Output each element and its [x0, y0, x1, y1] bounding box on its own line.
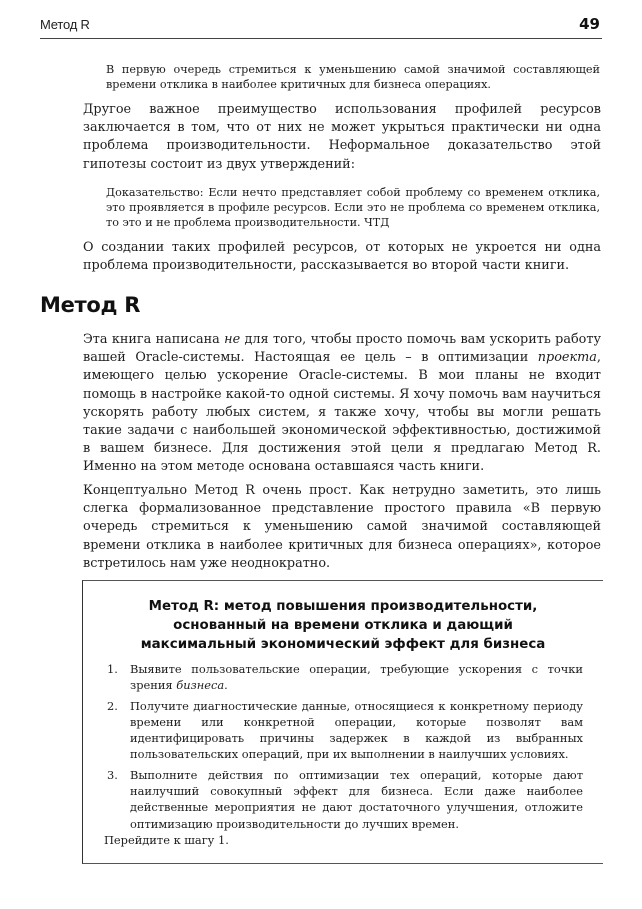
title-line: максимальный экономический эффект для бизнеса: [140, 637, 546, 652]
step-text: Выполните действия по оптимизации тех операций, которые дают наилучший совокупный эффект для бизнеса. Если даже наиболее действенные мероприятия не дают достаточного улучшения, отложите оптимизацию производительности до лучших времен.: [130, 767, 583, 831]
paragraph-creation-text: О создании таких профилей ресурсов, от которых не укроется ни одна проблема производительности, рассказывается во второй части книги.: [83, 240, 601, 274]
quote-rule: [106, 62, 600, 92]
paragraph-profiles: [83, 101, 601, 174]
step-number: 2.: [107, 698, 118, 713]
emphasis-text: бизнеса: [176, 678, 225, 693]
sidebar-box-footer: Перейдите к шагу 1.: [104, 833, 229, 847]
text-run: Эта книга написана: [83, 332, 225, 347]
step-text: Получите диагностические данные, относящиеся к конкретному периоду времени или конкретной операции, которые позволят вам идентифицировать причины задержек в каждой из выбранных пользовательских операций, при их выполнении в наилучших условиях.: [130, 698, 583, 762]
paragraph-method-concept: [83, 482, 601, 573]
text-run: , имеющего целью ускорение Oracle-системы. В мои планы не входит помощь в настройке какой-то одной системы. Я хочу помочь вам научиться ускорять работу любых систем, я также хочу, чтобы вы могли решать такие задачи с наибольшей экономической эффективностью, достижимой в вашем бизнесе. Для достижения этой цели я предлагаю Метод R. Именно на этом методе основана оставшаяся часть книги.: [83, 350, 601, 475]
text-run: для того, чтобы просто помочь вам ускорить работу вашей Oracle-системы. Настоящая ее цель – в оптимизации: [83, 332, 601, 366]
section-heading: Метод R: [40, 293, 141, 317]
step-item: [107, 767, 583, 832]
step-text: .: [224, 678, 228, 693]
emphasis-text: проекта: [537, 350, 597, 366]
running-title: Метод R: [40, 17, 90, 32]
paragraph-method-concept-text: Концептуально Метод R очень прост. Как нетрудно заметить, это лишь слегка формализованное представление простого правила «В первую очередь стремиться к уменьшению самой значимой составляющей времени отклика в наиболее критичных для бизнеса операциях», которое встретилось нам уже неоднократно.: [83, 483, 601, 571]
page-number: 49: [579, 15, 600, 33]
paragraph-method-intro: [83, 331, 601, 477]
paragraph-creation: [83, 239, 601, 275]
quote-proof: [106, 185, 600, 230]
method-r-sidebar-box: [82, 580, 603, 864]
quote-rule-text: В первую очередь стремиться к уменьшению самой значимой составляющей времени отклика в наиболее критичных для бизнеса операциях.: [106, 63, 600, 91]
emphasis-text: не: [224, 332, 241, 347]
page-header: [40, 14, 602, 39]
step-item: [107, 661, 583, 694]
step-text: Выявите пользовательские операции, требующие ускорения с точки зрения: [130, 662, 583, 693]
steps-list: [107, 661, 583, 836]
title-line: основанный на времени отклика и дающий: [173, 618, 513, 633]
step-item: [107, 698, 583, 763]
step-number: 1.: [107, 662, 118, 676]
sidebar-box-title: [83, 597, 603, 654]
quote-proof-text: Доказательство: Если нечто представляет собой проблему со временем отклика, это проявляется в профиле ресурсов. Если это не проблема со временем отклика, то это и не проблема производительности. ЧТД: [106, 186, 600, 229]
paragraph-profiles-text: Другое важное преимущество использования профилей ресурсов заключается в том, что от них не может укрыться практически ни одна проблема производительности. Неформальное доказательство этой гипотезы состоит из двух утверждений:: [83, 102, 601, 172]
title-line: Метод R: метод повышения производительности,: [148, 599, 538, 614]
step-number: 3.: [107, 767, 118, 782]
